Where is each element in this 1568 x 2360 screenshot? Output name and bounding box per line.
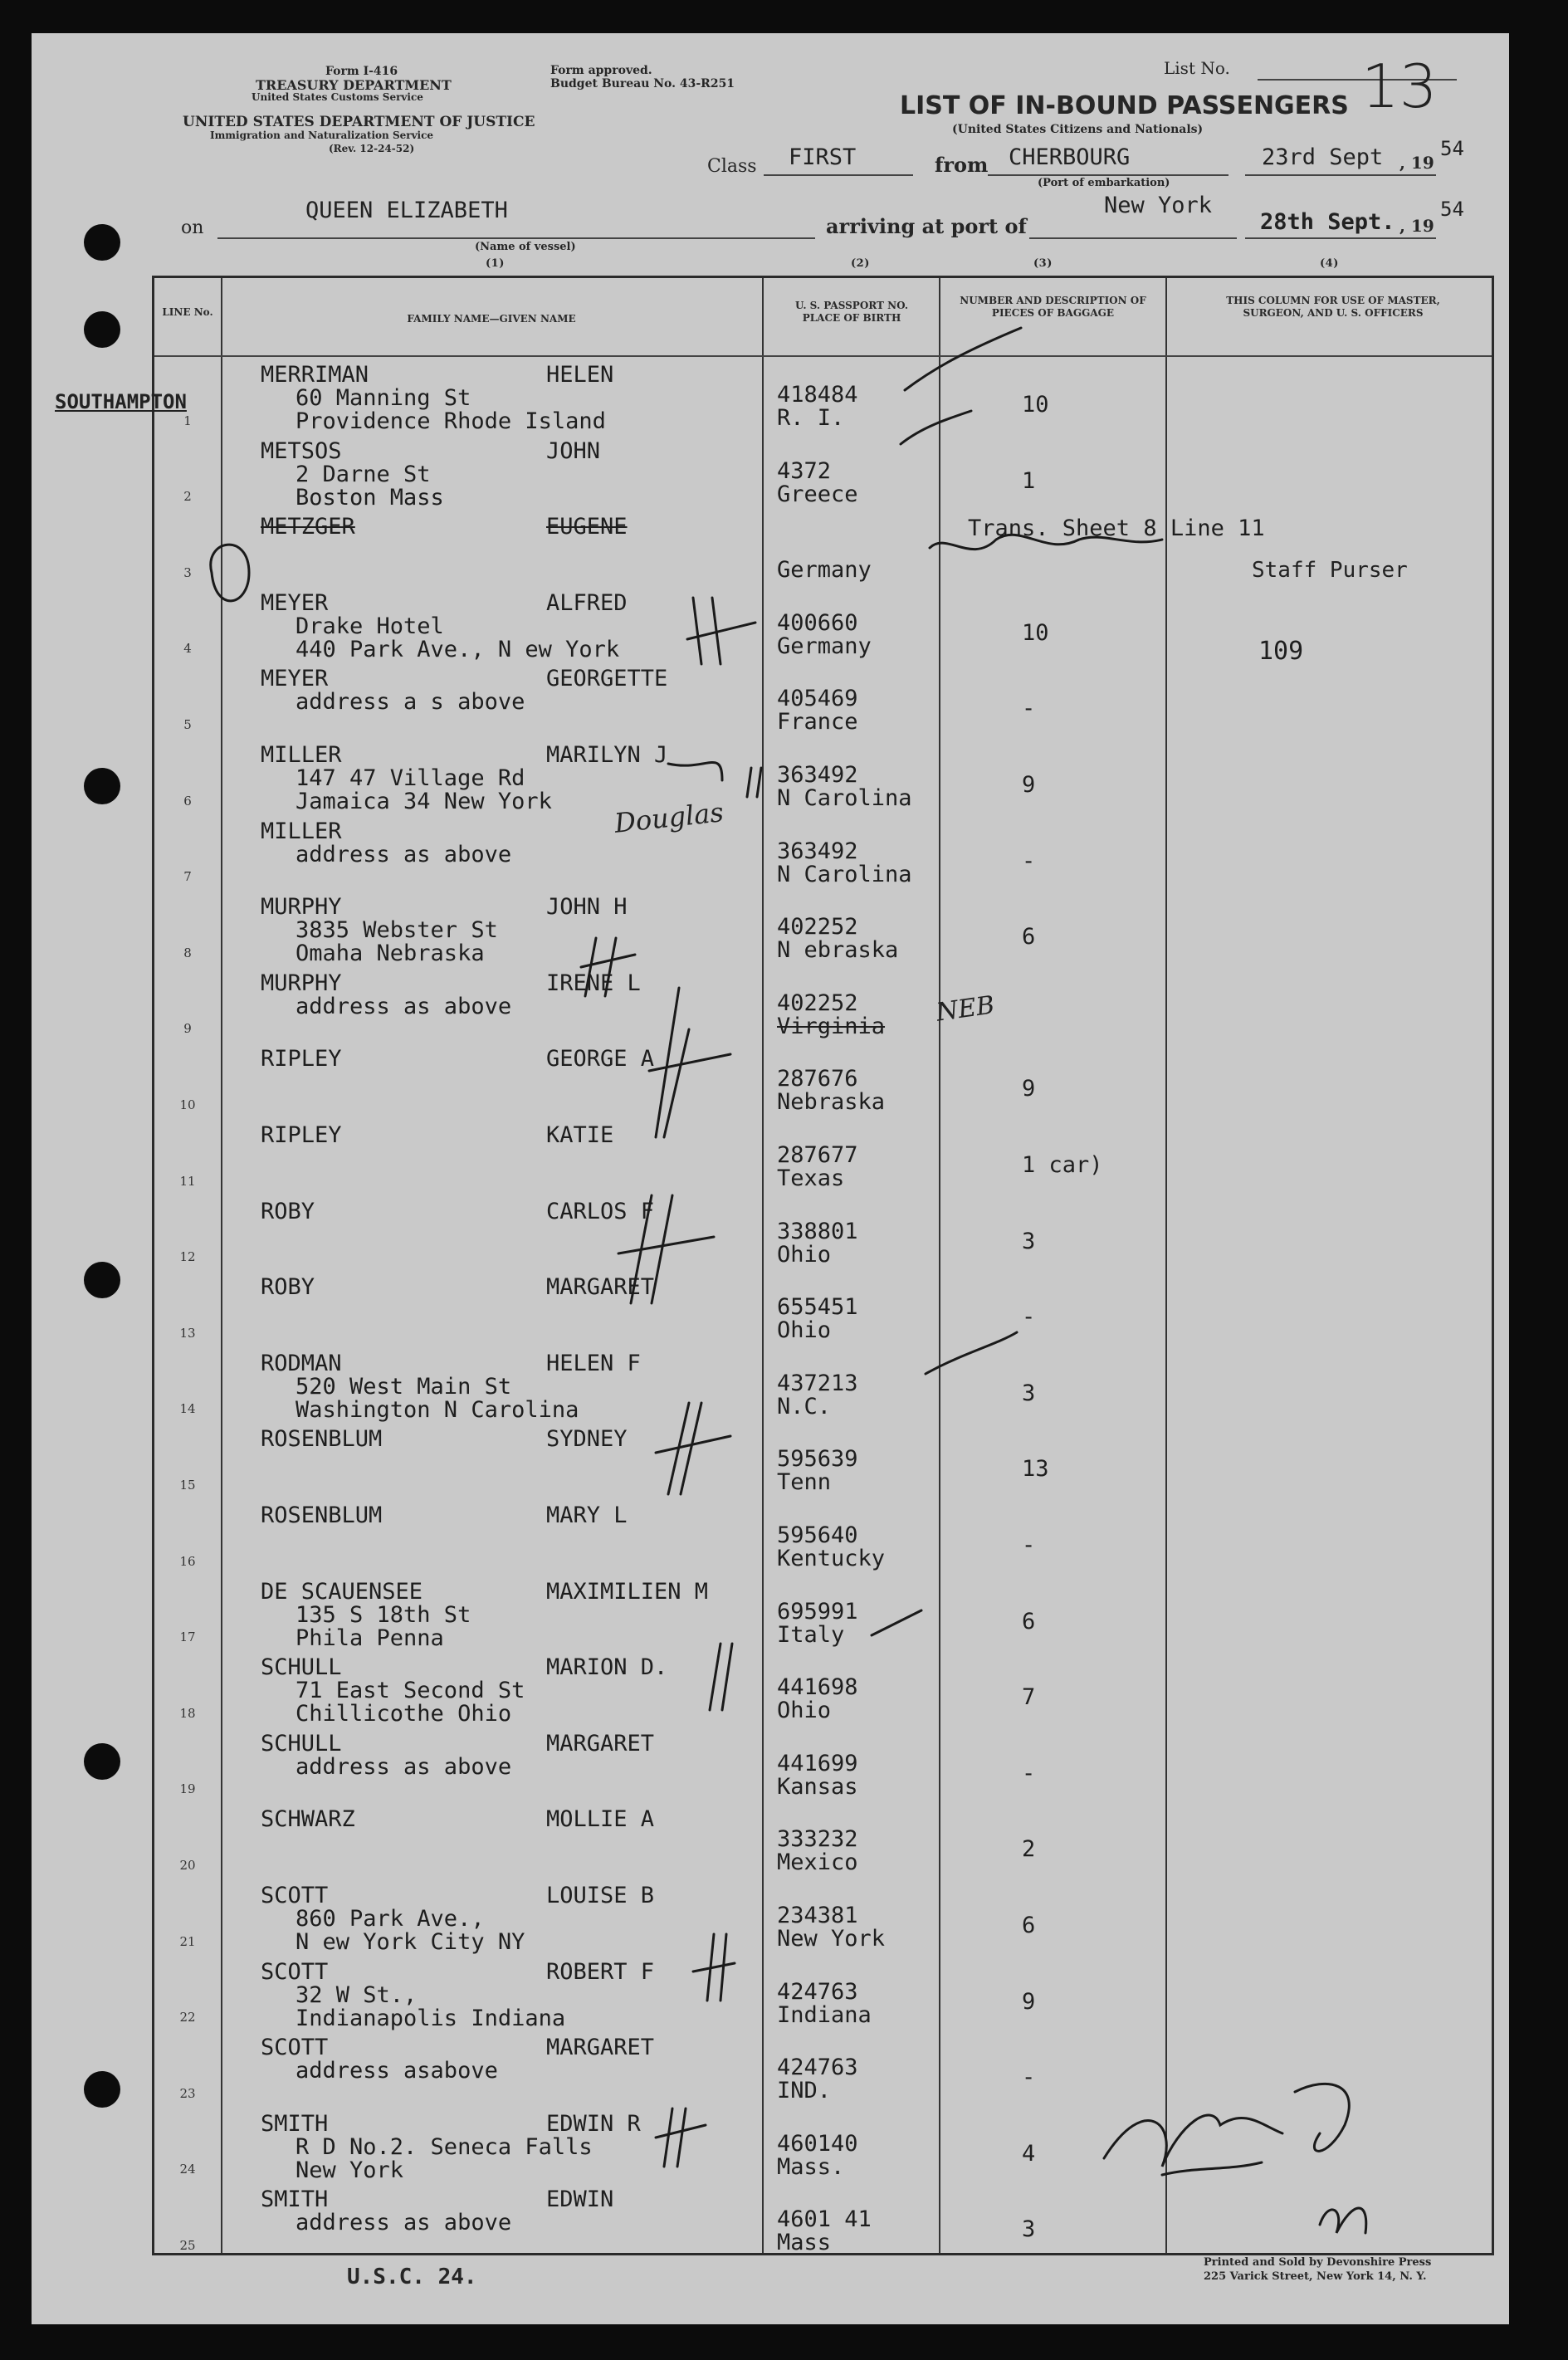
address-line-2: New York: [296, 2157, 404, 2183]
line-number: 23: [179, 2085, 196, 2101]
baggage-count: 9: [1022, 1988, 1036, 2015]
port-embarkation-caption: (Port of embarkation): [1038, 177, 1170, 189]
family-name: MEYER: [261, 666, 329, 692]
given-name: SYDNEY: [546, 1426, 628, 1453]
line-number: 5: [183, 716, 192, 732]
place-of-birth: Germany: [777, 557, 872, 584]
given-name: LOUISE B: [546, 1883, 655, 1908]
address-line-1: Drake Hotel: [296, 613, 444, 639]
place-of-birth: Kansas: [777, 1773, 858, 1800]
table-row: [154, 661, 1492, 737]
place-of-birth: Ohio: [777, 1698, 832, 1724]
line-number: 8: [183, 945, 192, 960]
punch-hole: [84, 224, 120, 261]
punch-hole: [84, 1743, 120, 1780]
family-name: SCOTT: [261, 2035, 329, 2061]
line-number: 25: [179, 2237, 196, 2253]
arriving-label: arriving at port of: [826, 214, 1027, 238]
place-of-birth: Mass: [777, 2230, 832, 2256]
table-row: [154, 2182, 1492, 2258]
place-of-birth: Ohio: [777, 1241, 832, 1268]
footer-code: U.S.C. 24.: [347, 2265, 477, 2289]
col-header-line: LINE No.: [162, 306, 213, 318]
table-row: [154, 1041, 1492, 1117]
address-line-1: 71 East Second St: [296, 1678, 525, 1704]
form-number: Form I-416: [325, 65, 398, 78]
baggage-count: 3: [1022, 2216, 1036, 2243]
given-name: JOHN: [546, 437, 601, 464]
list-no-label: List No.: [1164, 58, 1230, 78]
address-line-1: R D No.2. Seneca Falls: [296, 2133, 593, 2160]
baggage-count: 9: [1022, 772, 1036, 798]
given-name: GEORGE A: [546, 1046, 655, 1073]
col-num-4: (4): [1320, 257, 1339, 270]
place-of-birth: IND.: [777, 2078, 832, 2104]
passport-number: 405469: [777, 686, 858, 712]
printer-line-1: Printed and Sold by Devonshire Press: [1204, 2256, 1432, 2269]
given-name: MARGARET: [546, 2035, 655, 2061]
passport-number: 695991: [777, 1598, 858, 1625]
line-number: 3: [183, 564, 192, 580]
given-name: MARGARET: [546, 1730, 655, 1757]
baggage-count: 13: [1022, 1456, 1049, 1483]
family-name: ROBY: [261, 1274, 315, 1301]
table-row: [154, 585, 1492, 666]
passport-number: 441698: [777, 1674, 858, 1701]
address-line-1: address as above: [296, 993, 512, 1019]
col-header-passport: U. S. PASSPORT NO. PLACE OF BIRTH: [794, 300, 909, 324]
passport-number: 402252: [777, 914, 858, 941]
passport-number: 333232: [777, 1826, 858, 1853]
table-row: [154, 1801, 1492, 1878]
table-row: [154, 1649, 1492, 1726]
place-of-birth: France: [777, 709, 858, 735]
year-1: 54: [1440, 137, 1464, 160]
table-row: [154, 1498, 1492, 1574]
table-row: [154, 433, 1492, 510]
neb-note: NEB: [934, 990, 997, 1028]
revision: (Rev. 12-24-52): [329, 143, 415, 154]
baggage-count: -: [1022, 1760, 1036, 1786]
family-name: METSOS: [261, 437, 342, 464]
place-of-birth: New York: [777, 1926, 886, 1952]
given-name: JOHN H: [546, 894, 628, 921]
table-row: [154, 1117, 1492, 1194]
given-name: ALFRED: [546, 589, 628, 616]
passport-number: 234381: [777, 1903, 858, 1928]
given-name: MARILYN J: [546, 742, 668, 768]
baggage-count: 3: [1022, 1380, 1036, 1406]
family-name: SMITH: [261, 2110, 329, 2137]
table-row: [154, 1878, 1492, 1954]
baggage-count: 6: [1022, 924, 1036, 950]
given-name: GEORGETTE: [546, 666, 668, 692]
family-name: RIPLEY: [261, 1046, 342, 1073]
family-name: MURPHY: [261, 970, 342, 996]
line-number: 6: [183, 793, 192, 809]
passport-number: 287676: [777, 1066, 858, 1092]
given-name: KATIE: [546, 1122, 614, 1148]
arrival-port: New York: [1104, 193, 1213, 218]
address-line-2: Omaha Nebraska: [296, 941, 485, 967]
address-line-2: Washington N Carolina: [296, 1396, 579, 1423]
address-line-2: N ew York City NY: [296, 1929, 525, 1955]
baggage-count: 1 car): [1022, 1152, 1103, 1178]
line-number: 1: [183, 413, 192, 428]
line-number: 22: [179, 2010, 196, 2025]
address-line-2: Boston Mass: [296, 484, 444, 511]
passport-number: 595640: [777, 1522, 858, 1548]
given-name: EDWIN R: [546, 2110, 641, 2137]
year-2: 54: [1440, 198, 1464, 221]
douglas-note: Douglas: [613, 796, 725, 839]
line-number: 19: [179, 1781, 196, 1797]
baggage-count: 1: [1022, 467, 1036, 494]
line-number: 7: [183, 869, 192, 885]
address-line-1: 3835 Webster St: [296, 917, 498, 944]
given-name: IRENE L: [546, 970, 641, 996]
family-name: SCHULL: [261, 1654, 342, 1681]
given-name: MARY L: [546, 1502, 628, 1528]
treasury-dept: TREASURY DEPARTMENT: [256, 77, 452, 93]
budget-bureau: Budget Bureau No. 43-R251: [550, 77, 735, 90]
class-label: Class: [707, 156, 757, 177]
table-row: [154, 737, 1492, 814]
place-of-birth: N.C.: [777, 1393, 832, 1419]
passport-number: 595639: [777, 1446, 858, 1473]
table-row: [154, 1574, 1492, 1650]
passport-number: 363492: [777, 762, 858, 788]
baggage-count: 3: [1022, 1228, 1036, 1254]
passport-number: 424763: [777, 2055, 858, 2081]
punch-hole: [84, 768, 120, 804]
address-line-1: 147 47 Village Rd: [296, 765, 525, 791]
family-name: SCHULL: [261, 1730, 342, 1757]
place-of-birth: Texas: [777, 1165, 845, 1191]
col-num-1: (1): [486, 257, 505, 270]
given-name: EDWIN: [546, 2187, 614, 2213]
class-value: FIRST: [789, 144, 857, 170]
baggage-count: 6: [1022, 1608, 1036, 1634]
col-header-officers: THIS COLUMN FOR USE OF MASTER, SURGEON, AND U. S. OFFICERS: [1226, 295, 1440, 319]
page-title: LIST OF IN-BOUND PASSENGERS: [900, 91, 1349, 120]
customs-service: United States Customs Service: [252, 91, 423, 103]
passport-number: 418484: [777, 382, 858, 408]
line-number: 18: [179, 1705, 196, 1721]
table-row: [154, 814, 1492, 890]
given-name: MARION D.: [546, 1654, 668, 1681]
passport-number: 424763: [777, 1978, 858, 2005]
address-line-2: Jamaica 34 New York: [296, 789, 552, 814]
list-number: 13: [1361, 51, 1438, 121]
line-number: 15: [179, 1477, 196, 1493]
baggage-count: -: [1022, 696, 1036, 722]
baggage-count: 10: [1022, 392, 1049, 418]
given-name: MOLLIE A: [546, 1806, 655, 1833]
col-num-2: (2): [851, 257, 870, 270]
family-name: SMITH: [261, 2187, 329, 2213]
arrival-date: 28th Sept.: [1260, 209, 1395, 235]
year-prefix-2: , 19: [1399, 216, 1434, 236]
table-row: [154, 1726, 1492, 1802]
baggage-count: -: [1022, 848, 1036, 874]
place-of-birth: N Carolina: [777, 785, 912, 811]
place-of-birth: N Carolina: [777, 861, 912, 887]
line-number: 17: [179, 1630, 196, 1645]
staff-purser-note: Staff Purser: [1252, 558, 1408, 583]
passport-number: 400660: [777, 609, 858, 636]
place-of-birth: Kentucky: [777, 1546, 886, 1571]
punch-hole: [84, 2071, 120, 2108]
col-header-baggage: NUMBER AND DESCRIPTION OF PIECES OF BAGGAGE: [960, 295, 1146, 319]
given-name: MARGARET: [546, 1274, 655, 1301]
address-line-1: 135 S 18th St: [296, 1601, 471, 1628]
baggage-count: 2: [1022, 1836, 1036, 1863]
address-line-1: address as above: [296, 2210, 512, 2236]
punch-hole: [84, 1262, 120, 1298]
place-of-birth: N ebraska: [777, 937, 899, 964]
baggage-count: 4: [1022, 2140, 1036, 2167]
place-of-birth: Mass.: [777, 2153, 845, 2180]
punch-hole: [84, 311, 120, 348]
baggage-count: 6: [1022, 1913, 1036, 1938]
address-line-1: 520 West Main St: [296, 1373, 512, 1400]
place-of-birth: Tenn: [777, 1469, 832, 1496]
family-name: METZGER: [261, 514, 355, 540]
address-line-1: 2 Darne St: [296, 461, 431, 487]
baggage-count: -: [1022, 2064, 1036, 2091]
given-name: HELEN: [546, 362, 614, 388]
line-number: 4: [183, 641, 192, 657]
place-of-birth: Italy: [777, 1621, 845, 1648]
line-number: 11: [179, 1173, 196, 1189]
place-of-birth: Germany: [777, 633, 872, 659]
given-name: MAXIMILIEN M: [546, 1578, 709, 1605]
baggage-count: -: [1022, 1304, 1036, 1331]
table-row: [154, 1346, 1492, 1422]
justice-dept: UNITED STATES DEPARTMENT OF JUSTICE: [183, 114, 535, 130]
place-of-birth: Mexico: [777, 1849, 858, 1876]
passport-number: 287677: [777, 1142, 858, 1168]
place-of-birth: Greece: [777, 481, 858, 507]
line-number: 21: [179, 1933, 196, 1949]
family-name: SCHWARZ: [261, 1806, 355, 1833]
address-line-2: Phila Penna: [296, 1625, 444, 1651]
family-name: SCOTT: [261, 1958, 329, 1985]
passport-number: 4372: [777, 457, 832, 484]
passport-number: 655451: [777, 1294, 858, 1321]
line-number: 16: [179, 1553, 196, 1569]
family-name: ROSENBLUM: [261, 1426, 383, 1453]
margin-note-southampton: SOUTHAMPTON: [55, 390, 187, 413]
place-of-birth: R. I.: [777, 405, 845, 431]
line-number: 10: [179, 1097, 196, 1112]
address-line-2: Chillicothe Ohio: [296, 1701, 512, 1727]
printer-line-2: 225 Varick Street, New York 14, N. Y.: [1204, 2270, 1427, 2283]
table-row: [154, 1269, 1492, 1346]
family-name: MERRIMAN: [261, 362, 369, 388]
family-name: RIPLEY: [261, 1122, 342, 1148]
officer-note: 109: [1258, 636, 1304, 666]
address-line-1: address a s above: [296, 689, 525, 716]
page-subtitle: (United States Citizens and Nationals): [952, 123, 1204, 136]
baggage-count: 10: [1022, 619, 1049, 646]
address-line-1: address asabove: [296, 2058, 498, 2084]
col-header-name: FAMILY NAME—GIVEN NAME: [407, 313, 576, 325]
ins-service: Immigration and Naturalization Service: [210, 129, 434, 141]
family-name: SCOTT: [261, 1883, 329, 1908]
address-line-1: 60 Manning St: [296, 385, 471, 411]
from-label: from: [935, 153, 989, 177]
line-number: 13: [179, 1325, 196, 1341]
vessel-caption: (Name of vessel): [475, 241, 576, 253]
address-line-1: address as above: [296, 1753, 512, 1780]
from-port: CHERBOURG: [1009, 144, 1131, 170]
family-name: ROSENBLUM: [261, 1502, 383, 1528]
address-line-2: Indianapolis Indiana: [296, 2005, 566, 2031]
family-name: MILLER: [261, 818, 342, 844]
baggage-count: -: [1022, 1532, 1036, 1558]
passport-number: 437213: [777, 1370, 858, 1396]
table-row: [154, 357, 1492, 433]
given-name: CARLOS F: [546, 1198, 655, 1224]
address-line-2: 440 Park Ave., N ew York: [296, 636, 620, 662]
family-name: MEYER: [261, 589, 329, 616]
line-number: 12: [179, 1249, 196, 1265]
family-name: MURPHY: [261, 894, 342, 921]
passport-number: 338801: [777, 1218, 858, 1244]
given-name: EUGENE: [546, 514, 628, 540]
place-of-birth: Virginia: [777, 1013, 886, 1039]
passport-number: 441699: [777, 1750, 858, 1776]
passport-number: 363492: [777, 838, 858, 864]
place-of-birth: Nebraska: [777, 1089, 886, 1116]
family-name: RODMAN: [261, 1350, 342, 1376]
line-number: 14: [179, 1401, 196, 1417]
year-prefix-1: , 19: [1399, 153, 1434, 173]
passport-number: 402252: [777, 989, 858, 1016]
given-name: ROBERT F: [546, 1958, 655, 1985]
table-row: [154, 2106, 1492, 2182]
vessel-name: QUEEN ELIZABETH: [305, 198, 508, 223]
line-number: 9: [183, 1021, 192, 1037]
baggage-count: 9: [1022, 1076, 1036, 1102]
table-row: [154, 1421, 1492, 1498]
table-row: [154, 1954, 1492, 2030]
line-number: 24: [179, 2162, 196, 2177]
col-num-3: (3): [1033, 257, 1053, 270]
table-row: [154, 2030, 1492, 2106]
baggage-count: 7: [1022, 1684, 1036, 1711]
on-label: on: [181, 217, 204, 238]
address-line-2: Providence Rhode Island: [296, 408, 606, 434]
address-line-1: 32 W St.,: [296, 1981, 418, 2008]
table-row: [154, 889, 1492, 965]
address-line-1: address as above: [296, 841, 512, 867]
place-of-birth: Ohio: [777, 1317, 832, 1344]
family-name: DE SCAUENSEE: [261, 1578, 423, 1605]
passport-number: 4601 41: [777, 2206, 872, 2233]
place-of-birth: Indiana: [777, 2001, 872, 2028]
line-number: 20: [179, 1857, 196, 1873]
family-name: MILLER: [261, 742, 342, 768]
table-rows: [154, 357, 1492, 2258]
line-number: 2: [183, 489, 192, 505]
table-row: [154, 1194, 1492, 1270]
address-line-1: 860 Park Ave.,: [296, 1906, 485, 1932]
family-name: ROBY: [261, 1198, 315, 1224]
given-name: HELEN F: [546, 1350, 641, 1376]
transfer-note: Trans. Sheet 8 Line 11: [968, 515, 1265, 542]
passport-number: 460140: [777, 2130, 858, 2157]
table-row: [154, 965, 1492, 1042]
form-approved: Form approved.: [550, 64, 652, 77]
depart-date: 23rd Sept: [1262, 144, 1384, 170]
